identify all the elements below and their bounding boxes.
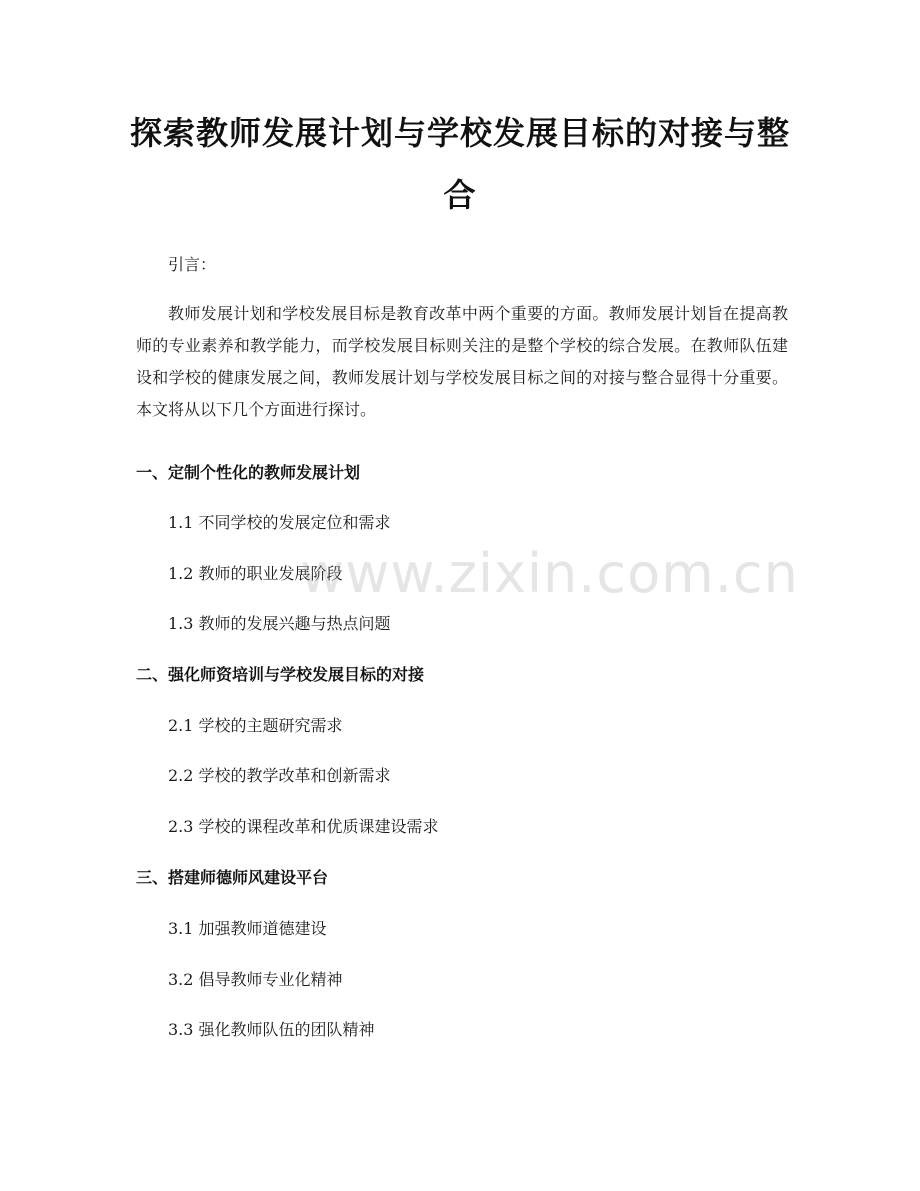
intro-label: 引言： bbox=[168, 255, 217, 274]
section-heading-3: 三、搭建师德师风建设平台 bbox=[136, 868, 329, 887]
sub-item-2-2: 2.2 学校的教学改革和创新需求 bbox=[168, 766, 391, 785]
sub-item-3-3: 3.3 强化教师队伍的团队精神 bbox=[168, 1020, 375, 1039]
section-heading-2: 二、强化师资培训与学校发展目标的对接 bbox=[136, 665, 425, 684]
watermark: www.zixin.com.cn bbox=[300, 542, 799, 605]
document-title: 探索教师发展计划与学校发展目标的对接与整合 bbox=[129, 114, 790, 214]
section-heading-1: 一、定制个性化的教师发展计划 bbox=[136, 463, 361, 482]
sub-item-1-1: 1.1 不同学校的发展定位和需求 bbox=[168, 513, 391, 532]
sub-item-1-2: 1.2 教师的职业发展阶段 bbox=[168, 564, 343, 583]
sub-item-3-2: 3.2 倡导教师专业化精神 bbox=[168, 970, 343, 989]
sub-item-3-1: 3.1 加强教师道德建设 bbox=[168, 919, 327, 938]
intro-paragraph: 教师发展计划和学校发展目标是教育改革中两个重要的方面。教师发展计划旨在提高教师的专业素养和教学能力，而学校发展目标则关注的是整个学校的综合发展。在教师队伍建设和学校的健康发展之间，教师发展计划与学校发展目标之间的对接与整合显得十分重要。本文将从以下几个方面进行探讨。 bbox=[136, 304, 788, 419]
sub-item-2-1: 2.1 学校的主题研究需求 bbox=[168, 716, 343, 735]
sub-item-1-3: 1.3 教师的发展兴趣与热点问题 bbox=[168, 614, 391, 633]
sub-item-2-3: 2.3 学校的课程改革和优质课建设需求 bbox=[168, 817, 439, 836]
